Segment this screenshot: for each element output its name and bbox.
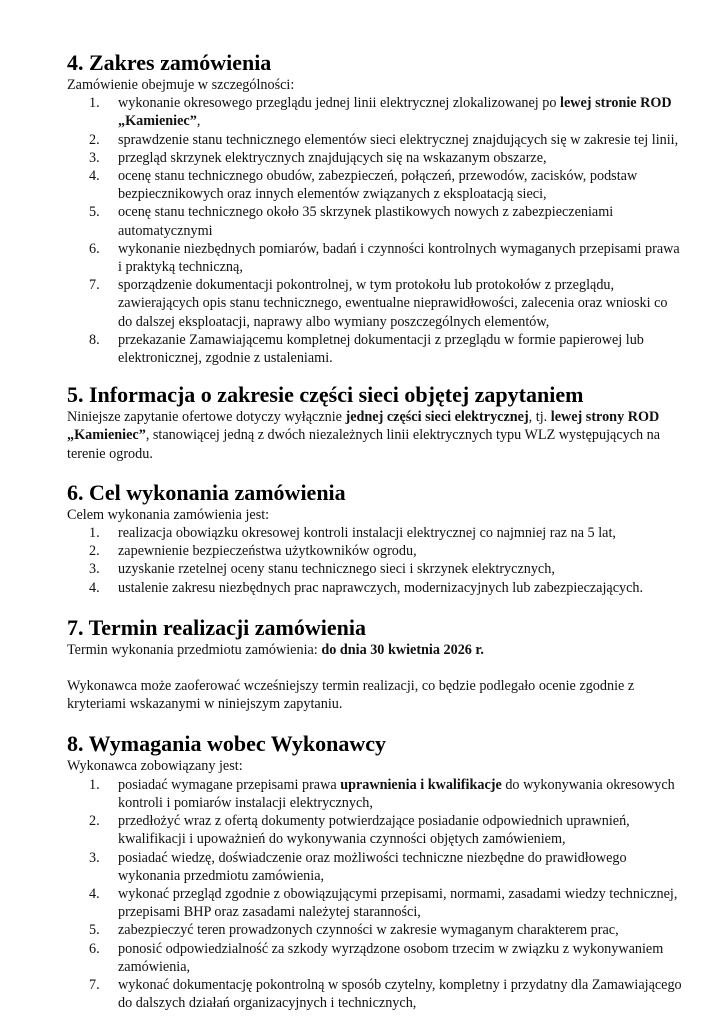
scope-list — [67, 94, 684, 367]
deadline-line: Termin wykonania przedmiotu zamówienia: do dnia 30 kwietnia 2026 r. — [67, 641, 484, 658]
section-heading: 6. Cel wykonania zamówienia — [67, 479, 346, 505]
section-wymagania-wobec-wykonawcy — [67, 731, 684, 1012]
requirements-list — [67, 776, 684, 1013]
list-item: 7. wykonać dokumentację pokontrolną w sposób czytelny, kompletny i przydatny dla Zamawiającego do dalszych działań organizacyjnych i technicznych, — [89, 976, 682, 1012]
list-item: 6. wykonanie niezbędnych pomiarów, badań i czynności kontrolnych wymaganych przepisami prawa i praktyką techniczną, — [89, 240, 680, 276]
section-heading: 5. Informacja o zakresie części sieci objętej zapytaniem — [67, 382, 584, 408]
list-item: 6. ponosić odpowiedzialność za szkody wyrządzone osobom trzecim w związku z wykonywaniem zamówienia, — [89, 940, 664, 975]
list-item: 8. przekazanie Zamawiającemu kompletnej dokumentacji z przeglądu w formie papierowej lub elektronicznej, zgodnie z ustaleniami. — [89, 331, 644, 367]
section-heading: 4. Zakres zamówienia — [67, 50, 272, 75]
section-heading: 7. Termin realizacji zamówienia — [67, 614, 366, 640]
spacer — [67, 659, 684, 677]
list-item: 1. posiadać wymagane przepisami prawa uprawnienia i kwalifikacje do wykonywania okresowych kontroli i pomiarów instalacji elektrycznych, — [89, 776, 675, 811]
list-item: 1. wykonanie okresowego przeglądu jednej linii elektrycznej zlokalizowanej po lewej stronie ROD „Kamieniec”, — [89, 95, 672, 130]
section-lead: Zamówienie obejmuje w szczególności: — [67, 77, 295, 93]
section-lead: Celem wykonania zamówienia jest: — [67, 506, 270, 523]
list-item: 5. zabezpieczyć teren prowadzonych czynności w zakresie wymaganym charakterem prac, — [89, 922, 619, 939]
list-item: 4. ocenę stanu technicznego obudów, zabezpieczeń, połączeń, przewodów, zacisków, podstaw bezpiecznikowych oraz innych elementów związanych z eksploatacją sieci, — [89, 168, 638, 203]
list-item: 4. wykonać przegląd zgodnie z obowiązującymi przepisami, normami, zasadami wiedzy technicznej, przepisami BHP oraz zasadami należytej staranności, — [89, 885, 678, 921]
list-item: 3. przegląd skrzynek elektrycznych znajdujących się na wskazanym obszarze, — [89, 149, 547, 166]
list-item: 2. przedłożyć wraz z ofertą dokumenty potwierdzające posiadanie odpowiednich uprawnień, kwalifikacji i upoważnień do wykonywania czynności objętych zamówieniem, — [89, 813, 630, 848]
deadline-note: Wykonawca może zaoferować wcześniejszy termin realizacji, co będzie podlegało ocenie zgodnie z kryteriami wskazanymi w niniejszym zapytaniu. — [67, 678, 635, 713]
list-item: 3. uzyskanie rzetelnej oceny stanu technicznego sieci i skrzynek elektrycznych, — [89, 561, 555, 578]
list-item: 4. ustalenie zakresu niezbędnych prac naprawczych, modernizacyjnych lub zabezpieczających. — [89, 579, 644, 596]
section-cel-wykonania — [67, 480, 684, 597]
list-item: 1. realizacja obowiązku okresowej kontroli instalacji elektrycznej co najmniej raz na 5 lat, — [89, 525, 616, 542]
goals-list — [67, 524, 684, 597]
section-termin-realizacji — [67, 615, 684, 714]
section-paragraph: Niniejsze zapytanie ofertowe dotyczy wyłącznie jednej części sieci elektrycznej, tj. lewej strony ROD „Kamieniec”, stanowiącej jedną z dwóch niezależnych linii elektrycznych typu WLZ występujących na terenie ogrodu. — [67, 409, 661, 462]
list-item: 5. ocenę stanu technicznego około 35 skrzynek plastikowych nowych z zabezpieczeniami automatycznymi — [89, 204, 614, 239]
list-item: 3. posiadać wiedzę, doświadczenie oraz możliwości techniczne niezbędne do prawidłowego wykonania przedmiotu zamówienia, — [89, 849, 627, 884]
section-zakres-zamowienia — [67, 50, 684, 367]
section-informacja-o-zakresie — [67, 382, 684, 463]
section-lead: Wykonawca zobowiązany jest: — [67, 758, 243, 775]
deadline-value: do dnia 30 kwietnia 2026 r. — [321, 641, 484, 658]
section-heading: 8. Wymagania wobec Wykonawcy — [67, 731, 387, 757]
list-item: 2. zapewnienie bezpieczeństwa użytkowników ogrodu, — [89, 543, 417, 560]
list-item: 2. sprawdzenie stanu technicznego elementów sieci elektrycznej znajdujących się w zakresie tej linii, — [89, 131, 679, 148]
list-item: 7. sporządzenie dokumentacji pokontrolnej, w tym protokołu lub protokołów z przeglądu, zawierających opis stanu technicznego, ewentualne nieprawidłowości, zalecenia oraz wnioski co do dalszej eksploatacji, naprawy albo wymiany poszczególnych elementów, — [89, 277, 668, 330]
